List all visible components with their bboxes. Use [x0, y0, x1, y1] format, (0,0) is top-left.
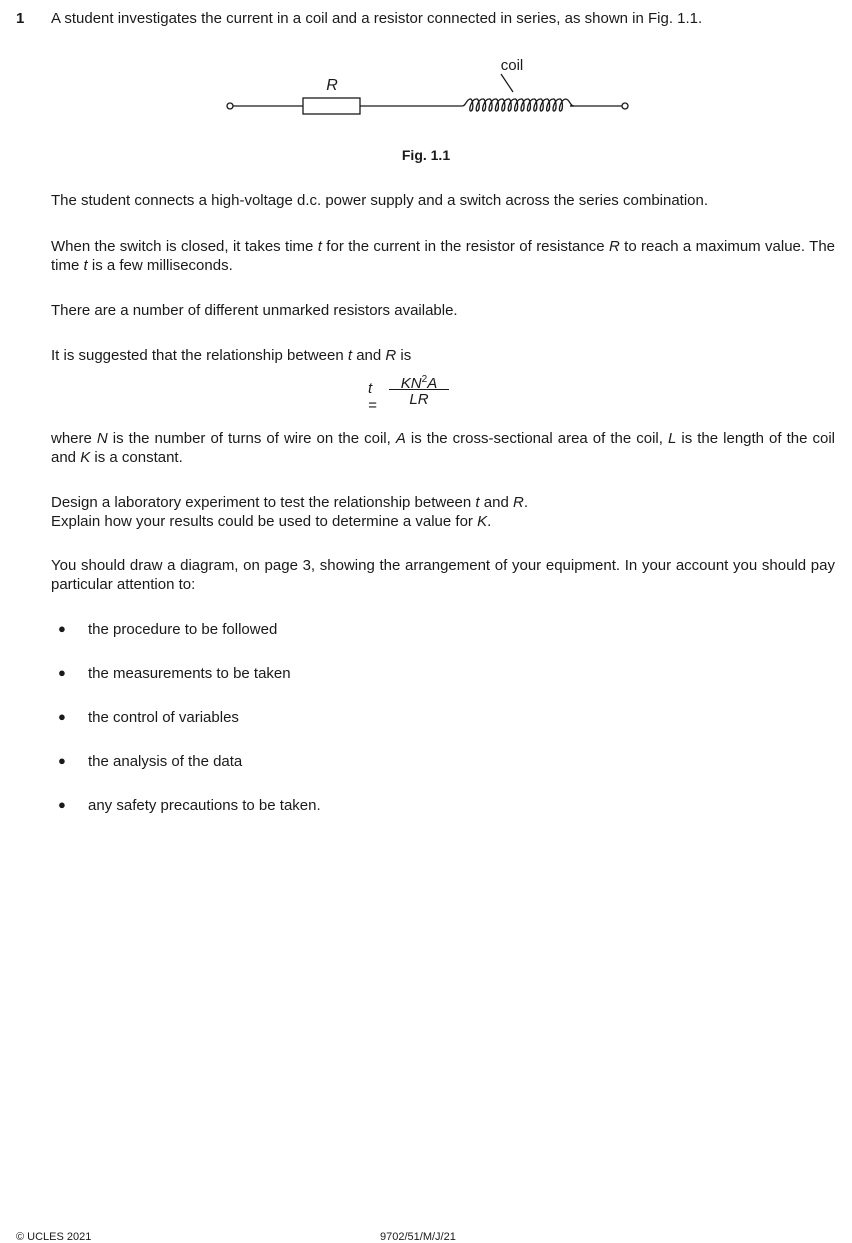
- left-terminal: [227, 103, 233, 109]
- footer-copyright: © UCLES 2021: [16, 1231, 92, 1243]
- bullet-dot: ●: [58, 797, 66, 812]
- paragraph-resistors-available: There are a number of different unmarked resistors available.: [51, 302, 458, 319]
- coil-label: coil: [500, 58, 524, 74]
- paragraph-design-task: Design a laboratory experiment to test the relationship between t and R. Explain how your results could be used to determine a value for K.: [51, 494, 528, 530]
- paragraph-power-supply: The student connects a high-voltage d.c. power supply and a switch across the series combination.: [51, 192, 709, 209]
- bullet-dot: ●: [58, 709, 66, 724]
- question-number: 1: [16, 10, 25, 27]
- circuit-diagram: [190, 58, 650, 128]
- bullet-dot: ●: [58, 621, 66, 636]
- equation-denominator: LR: [409, 391, 429, 408]
- paragraph-switch-closed: When the switch is closed, it takes time t for the current in the resistor of resistance R to reach a maximum value. The time t is a few milliseconds.: [51, 238, 836, 274]
- equation-fraction: [388, 370, 450, 409]
- paragraph-relationship: It is suggested that the relationship between t and R is: [51, 347, 412, 364]
- bullet-dot: ●: [58, 753, 66, 768]
- footer-paper-code: 9702/51/M/J/21: [380, 1231, 456, 1243]
- resistor-symbol: [303, 98, 360, 114]
- question-intro: A student investigates the current in a coil and a resistor connected in series, as shown in Fig. 1.1.: [51, 10, 703, 27]
- right-terminal: [622, 103, 628, 109]
- bullet-dot: ●: [58, 665, 66, 680]
- coil-symbol: [462, 99, 574, 111]
- resistor-label: R: [326, 77, 338, 94]
- equation-lhs: t =: [368, 380, 377, 414]
- paragraph-definitions: where N is the number of turns of wire on the coil, A is the cross-sectional area of the coil, L is the length of the coil and K is a constant.: [51, 430, 836, 466]
- figure-caption: Fig. 1.1: [401, 147, 451, 163]
- equation-numerator: $KN^2A$: [400, 374, 438, 392]
- paragraph-instructions: You should draw a diagram, on page 3, showing the arrangement of your equipment. In your account you should pay particular attention to:: [51, 557, 835, 593]
- coil-label-pointer: [501, 74, 513, 92]
